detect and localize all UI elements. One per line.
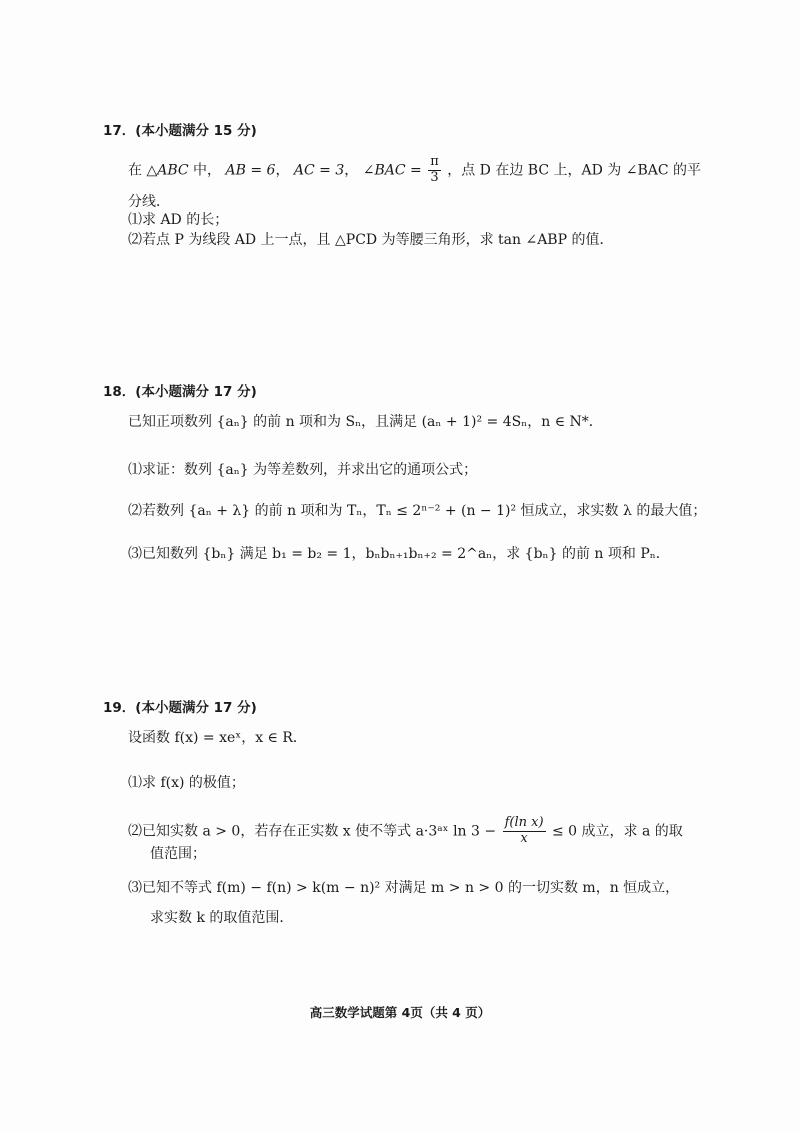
q17-comma: ，	[344, 162, 359, 179]
fraction-denominator: x	[520, 830, 528, 846]
q17-stem-text-c: ，点 D 在边 BC 上，AD 为 ∠BAC 的平	[447, 162, 702, 179]
q19-part2-line1	[128, 816, 683, 847]
q19-stem: 设函数 f(x) = xeˣ，x ∈ R．	[128, 730, 307, 746]
q18-stem: 已知正项数列 {aₙ} 的前 n 项和为 Sₙ，且满足 (aₙ + 1)² = 4Sₙ，n ∈ N*．	[128, 414, 603, 430]
q18-part1: ⑴求证：数列 {aₙ} 为等差数列，并求出它的通项公式；	[128, 462, 478, 478]
q18-part2: ⑵若数列 {aₙ + λ} 的前 n 项和为 Tₙ，Tₙ ≤ 2ⁿ⁻² + (n − 1)² 恒成立，求实数 λ 的最大值；	[128, 503, 707, 519]
q17-stem-line1	[128, 155, 701, 186]
q17-stem-text-b: 中，	[193, 162, 222, 179]
q19-part3-line1: ⑶已知不等式 f(m) − f(n) > k(m − n)² 对满足 m > n > 0 的一切实数 m，n 恒成立，	[128, 880, 680, 896]
q19-part3-line2: 求实数 k 的取值范围．	[150, 910, 294, 926]
q17-part1: ⑴求 AD 的长；	[128, 212, 229, 228]
q17-angle: ∠BAC =	[362, 162, 422, 179]
q19-header: 19．(本小题满分 17 分)	[103, 700, 257, 716]
q18-header: 18．(本小题满分 17 分)	[103, 384, 257, 400]
q19-part2-text-a: ⑵已知实数 a > 0，若存在正实数 x 使不等式 a·3ᵃˣ ln 3 −	[128, 823, 497, 840]
fraction-numerator: π	[430, 154, 439, 169]
fraction-denominator: 3	[430, 169, 439, 185]
q19-fraction	[503, 816, 546, 847]
q19-part2-text-b: ≤ 0 成立，求 a 的取	[551, 823, 683, 840]
q17-triangle: △ABC	[146, 162, 189, 179]
q17-stem-text-a: 在	[128, 162, 142, 179]
q17-ac: AC = 3	[293, 162, 345, 179]
q17-comma: ，	[275, 162, 290, 179]
q17-part2: ⑵若点 P 为线段 AD 上一点，且 △PCD 为等腰三角形，求 tan ∠ABP 的值．	[128, 232, 614, 248]
q19-part1: ⑴求 f(x) 的极值；	[128, 775, 245, 791]
page-footer: 高三数学试题第 4页（共 4 页）	[309, 1005, 491, 1020]
q19-part2-line2: 值范围；	[150, 846, 206, 862]
q17-stem-line2: 分线．	[128, 194, 170, 210]
fraction-numerator: f(ln x)	[504, 815, 544, 830]
q17-pi-over-3	[428, 155, 441, 186]
q17-header: 17．(本小题满分 15 分)	[103, 123, 257, 139]
q17-ab: AB = 6	[225, 162, 276, 179]
q18-part3: ⑶已知数列 {bₙ} 满足 b₁ = b₂ = 1，bₙbₙ₊₁bₙ₊₂ = 2^aₙ，求 {bₙ} 的前 n 项和 Pₙ．	[128, 546, 670, 562]
